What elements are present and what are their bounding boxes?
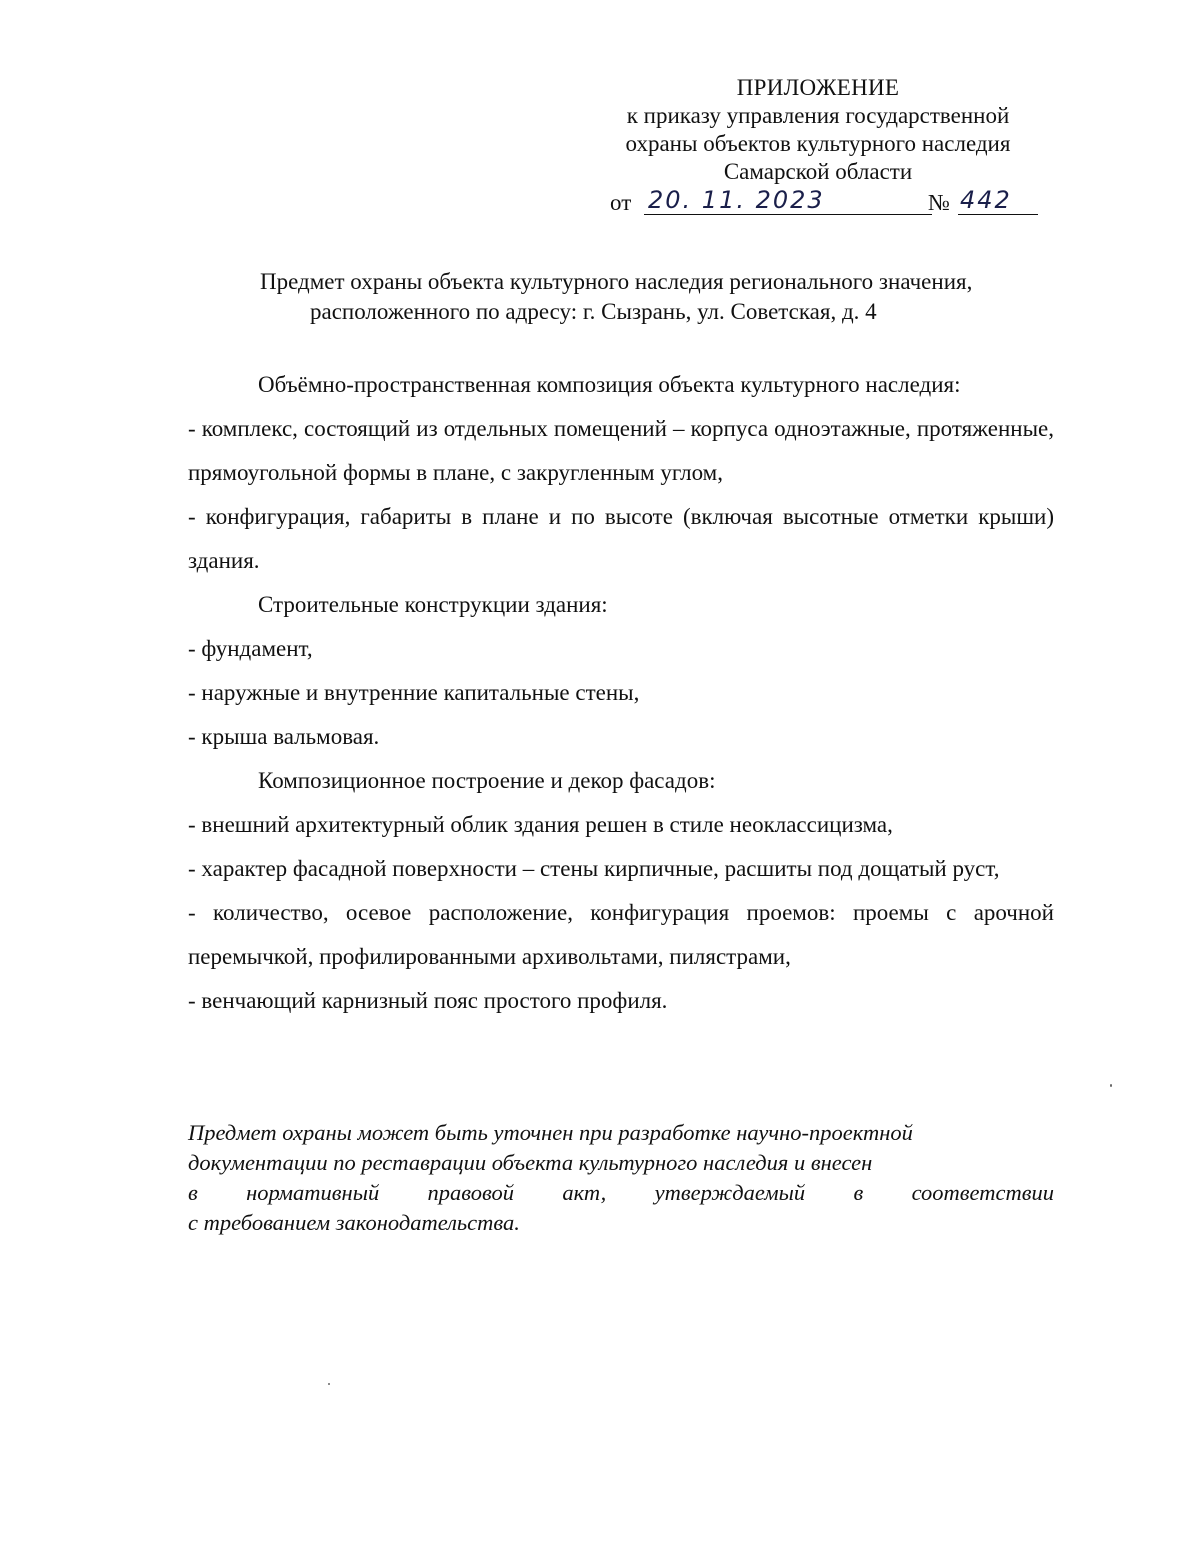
- note-line-4: с требованием законодательства.: [188, 1210, 520, 1235]
- note-line-2: документации по реставрации объекта культурного наследия и внесен: [188, 1150, 873, 1175]
- note-word: в: [188, 1180, 198, 1205]
- order-date-handwritten: 20. 11. 2023: [644, 186, 932, 215]
- scan-speck: [328, 1383, 330, 1385]
- order-reference-line-3: Самарской области: [723, 159, 913, 184]
- document-body: [188, 363, 1054, 1023]
- facades-item-2: - характер фасадной поверхности – стены кирпичные, расшиты под дощатый руст,: [188, 856, 1000, 881]
- note-word: нормативный: [246, 1180, 380, 1205]
- structures-item-2: - наружные и внутренние капитальные стены,: [188, 680, 640, 705]
- composition-item-1: - комплекс, состоящий из отдельных помещений – корпуса одноэтажные, протяженные, прямоугольной формы в плане, с закругленным углом,: [188, 416, 1054, 485]
- structures-item-3: - крыша вальмовая.: [188, 724, 380, 749]
- order-number-handwritten: 442: [958, 186, 1038, 215]
- appendix-header: [596, 74, 1040, 186]
- order-reference-line-1: к приказу управления государственной: [626, 103, 1010, 128]
- appendix-title: ПРИЛОЖЕНИЕ: [736, 75, 900, 100]
- note-line-3: [188, 1178, 1054, 1208]
- closing-note: [188, 1118, 1054, 1238]
- order-date-number-line: [610, 186, 1040, 220]
- document-title-line-1: Предмет охраны объекта культурного наследия регионального значения,: [260, 269, 973, 294]
- note-word: правовой: [427, 1180, 514, 1205]
- composition-item-2: - конфигурация, габариты в плане и по высоте (включая высотные отметки крыши) здания.: [188, 504, 1054, 573]
- note-line-1: Предмет охраны может быть уточнен при разработке научно-проектной: [188, 1120, 913, 1145]
- order-reference-line-2: охраны объектов культурного наследия: [625, 131, 1011, 156]
- note-word: соответствии: [911, 1180, 1054, 1205]
- facades-item-4: - венчающий карнизный пояс простого профиля.: [188, 988, 668, 1013]
- scan-speck: [1110, 1084, 1112, 1087]
- structures-item-1: - фундамент,: [188, 636, 313, 661]
- document-title-line-2: расположенного по адресу: г. Сызрань, ул. Советская, д. 4: [310, 299, 877, 324]
- facades-item-1: - внешний архитектурный облик здания решен в стиле неоклассицизма,: [188, 812, 893, 837]
- note-word: в: [853, 1180, 864, 1205]
- facades-item-3: - количество, осевое расположение, конфигурация проемов: проемы с арочной перемычкой, профилированными архивольтами, пилястрами,: [188, 900, 1054, 969]
- from-label: от: [610, 190, 632, 215]
- document-title: [220, 267, 1080, 327]
- note-word: акт,: [562, 1180, 607, 1205]
- structures-heading: Строительные конструкции здания:: [258, 592, 608, 617]
- facades-heading: Композиционное построение и декор фасадов:: [258, 768, 716, 793]
- number-label: №: [928, 190, 950, 215]
- note-word: утверждаемый: [654, 1180, 806, 1205]
- composition-heading: Объёмно-пространственная композиция объекта культурного наследия:: [258, 372, 961, 397]
